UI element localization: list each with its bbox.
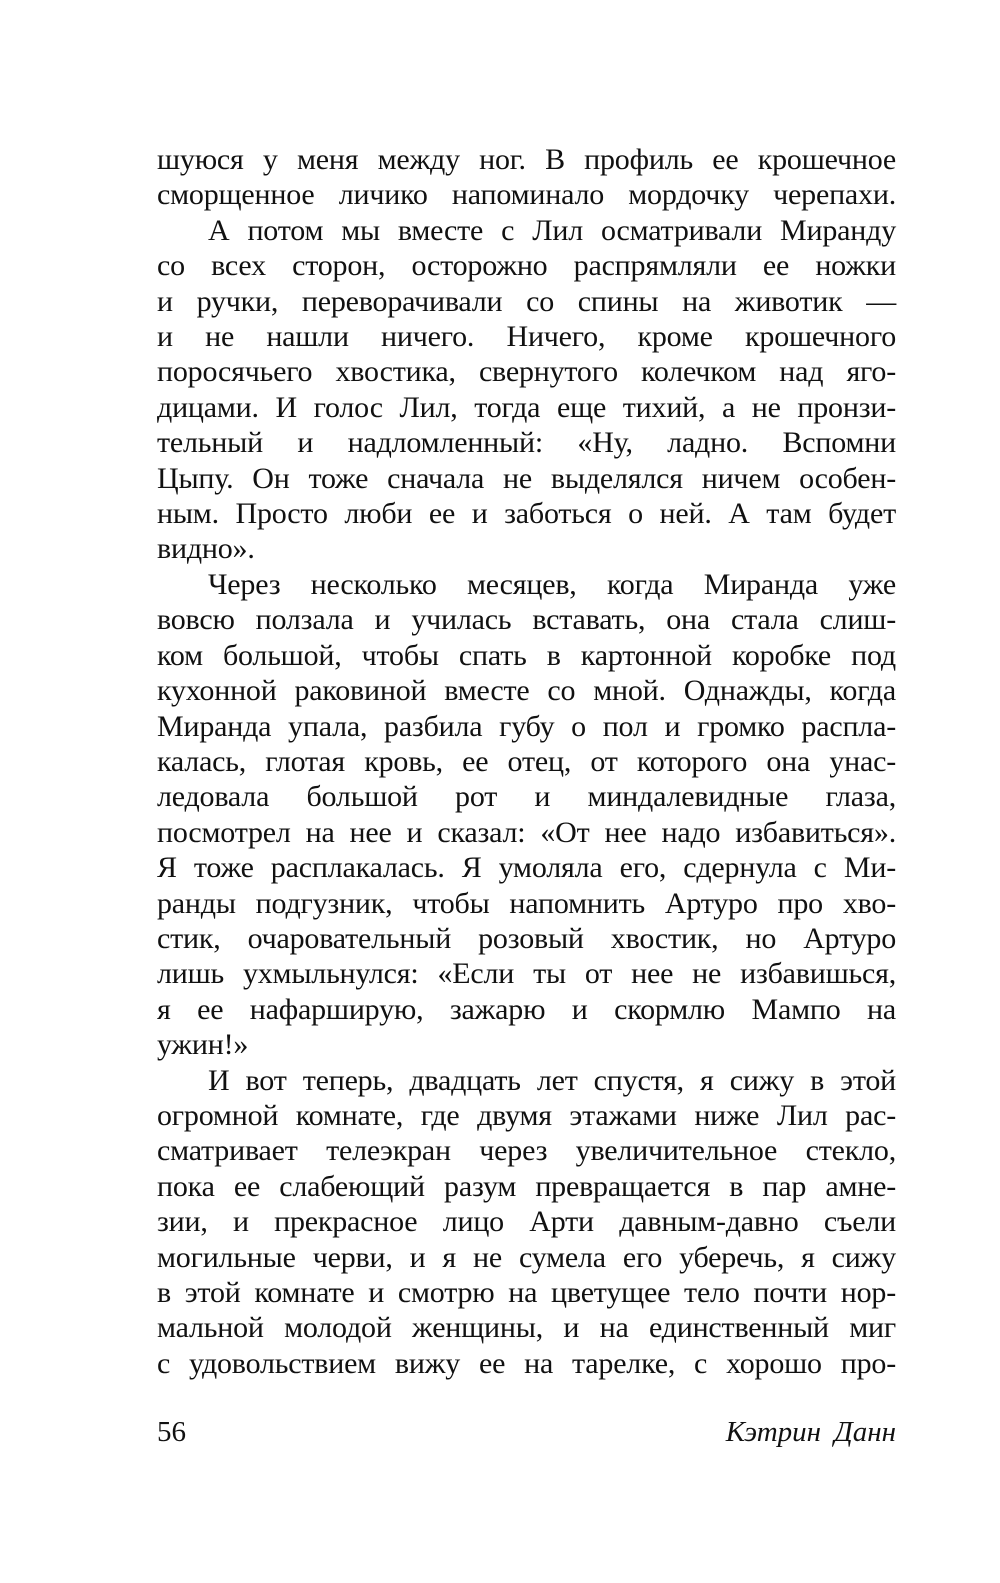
text-line: Миранда упала, разбила губу о пол и громко распла- [157, 709, 896, 743]
text-line: видно». [157, 532, 255, 566]
text-line: с удовольствием вижу ее на тарелке, с хорошо про- [157, 1346, 896, 1380]
text-line: тельный и надломленный: «Ну, ладно. Вспомни [157, 426, 896, 460]
text-line: поросячьего хвостика, свернутого колечком над яго- [157, 355, 896, 389]
running-title: Кэтрин Данн [725, 1416, 896, 1448]
text-line: дицами. И голос Лил, тогда еще тихий, а не пронзи- [157, 390, 896, 424]
body-text [157, 142, 896, 1381]
text-line: зии, и прекрасное лицо Арти давным-давно съели [157, 1205, 896, 1239]
text-line: посмотрел на нее и сказал: «От нее надо избавиться». [157, 815, 896, 849]
text-line: лишь ухмыльнулся: «Если ты от нее не избавишься, [157, 957, 896, 991]
text-line: мальной молодой женщины, и на единственный миг [157, 1311, 896, 1345]
text-line: ком большой, чтобы спать в картонной коробке под [157, 638, 896, 672]
text-line: А потом мы вместе с Лил осматривали Миранду [208, 213, 896, 247]
text-line: ным. Просто люби ее и заботься о ней. А там будет [157, 497, 896, 531]
page-number: 56 [157, 1416, 186, 1448]
text-line: шуюся у меня между ног. В профиль ее крошечное [157, 143, 896, 176]
text-line: и не нашли ничего. Ничего, кроме крошечного [157, 320, 896, 354]
text-line: ледовала большой рот и миндалевидные глаза, [157, 780, 896, 814]
text-line: сматривает телеэкран через увеличительное стекло, [157, 1134, 896, 1168]
page-footer [157, 1416, 896, 1449]
text-line: ранды подгузник, чтобы напомнить Артуро про хво- [157, 886, 896, 920]
text-line: вовсю ползала и училась вставать, она стала слиш- [157, 603, 896, 637]
text-line: Цыпу. Он тоже сначала не выделялся ничем особен- [157, 461, 896, 495]
text-line: ужин!» [157, 1028, 249, 1062]
text-line: стик, очаровательный розовый хвостик, но Артуро [157, 921, 896, 955]
text-line: огромной комнате, где двумя этажами ниже Лил рас- [157, 1098, 896, 1132]
text-line: сморщенное личико напоминало мордочку черепахи. [157, 178, 896, 212]
text-line: калась, глотая кровь, ее отец, от которого она унас- [157, 744, 896, 778]
text-line: кухонной раковиной вместе со мной. Однажды, когда [157, 674, 896, 708]
text-line: И вот теперь, двадцать лет спустя, я сижу в этой [208, 1063, 896, 1097]
text-line: Через несколько месяцев, когда Миранда уже [208, 567, 896, 601]
text-line: Я тоже расплакалась. Я умоляла его, сдернула с Ми- [157, 851, 896, 885]
text-line: пока ее слабеющий разум превращается в пар амне- [157, 1169, 896, 1203]
text-line: я ее нафарширую, зажарю и скормлю Мампо на [157, 992, 896, 1026]
text-line: со всех сторон, осторожно распрямляли ее ножки [157, 249, 896, 283]
text-line: и ручки, переворачивали со спины на животик — [157, 284, 896, 318]
text-line: могильные черви, и я не сумела его уберечь, я сижу [157, 1240, 896, 1274]
text-line: в этой комнате и смотрю на цветущее тело почти нор- [157, 1276, 896, 1309]
